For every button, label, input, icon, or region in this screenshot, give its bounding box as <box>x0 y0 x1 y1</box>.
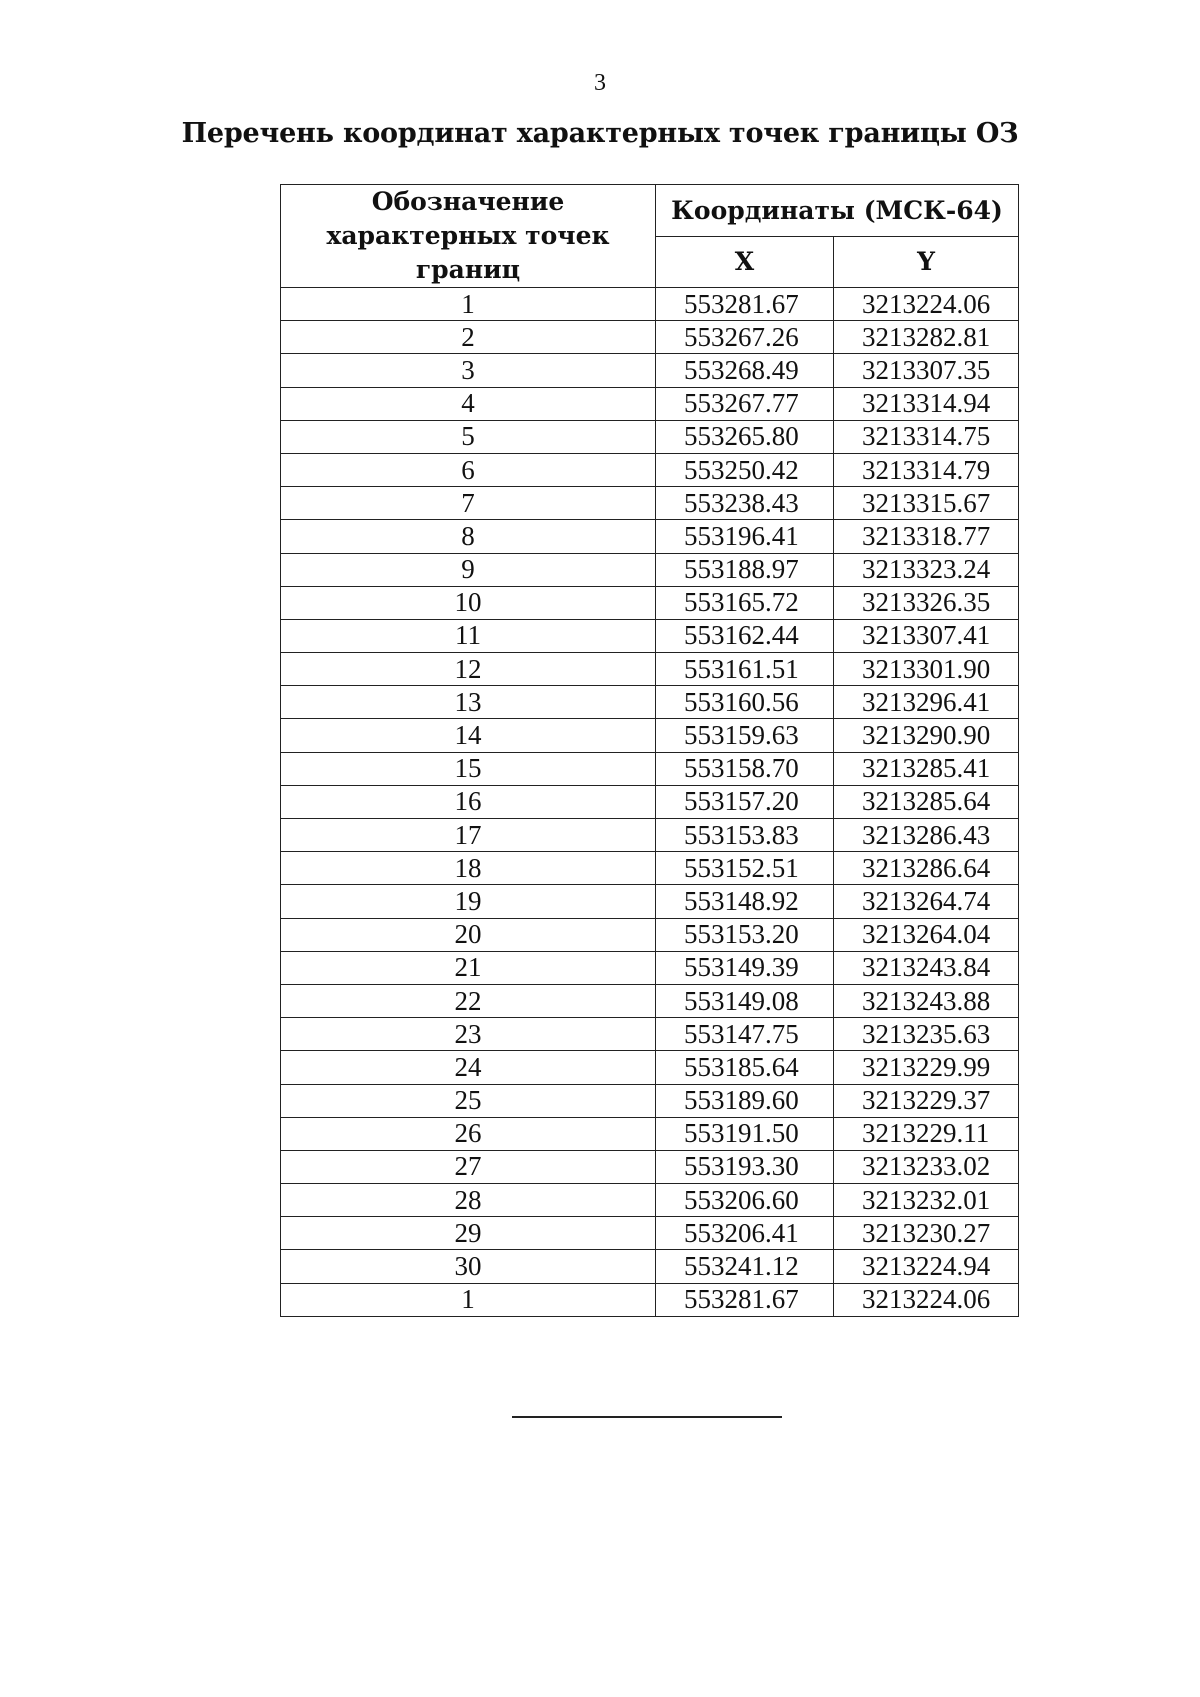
x-coordinate-cell: 553189.60 <box>656 1084 834 1117</box>
y-coordinate-cell: 3213230.27 <box>834 1217 1019 1250</box>
point-cell: 29 <box>281 1217 656 1250</box>
y-coordinate-cell: 3213315.67 <box>834 487 1019 520</box>
x-coordinate-cell: 553159.63 <box>656 719 834 752</box>
x-coordinate-cell: 553196.41 <box>656 520 834 553</box>
point-cell: 22 <box>281 984 656 1017</box>
y-coordinate-cell: 3213285.41 <box>834 752 1019 785</box>
point-cell: 25 <box>281 1084 656 1117</box>
x-coordinate-cell: 553241.12 <box>656 1250 834 1283</box>
point-cell: 26 <box>281 1117 656 1150</box>
point-cell: 16 <box>281 785 656 818</box>
point-cell: 7 <box>281 487 656 520</box>
point-cell: 3 <box>281 354 656 387</box>
y-coordinate-cell: 3213323.24 <box>834 553 1019 586</box>
table-row <box>281 752 1019 785</box>
point-cell: 28 <box>281 1184 656 1217</box>
y-coordinate-cell: 3213301.90 <box>834 653 1019 686</box>
table-row <box>281 852 1019 885</box>
table-row <box>281 885 1019 918</box>
table-row <box>281 553 1019 586</box>
y-coordinate-cell: 3213224.94 <box>834 1250 1019 1283</box>
point-cell: 23 <box>281 1018 656 1051</box>
y-coordinate-cell: 3213326.35 <box>834 586 1019 619</box>
y-coordinate-cell: 3213286.64 <box>834 852 1019 885</box>
point-cell: 15 <box>281 752 656 785</box>
x-coordinate-cell: 553185.64 <box>656 1051 834 1084</box>
point-cell: 21 <box>281 951 656 984</box>
y-coordinate-cell: 3213314.94 <box>834 387 1019 420</box>
table-row <box>281 619 1019 652</box>
point-cell: 2 <box>281 321 656 354</box>
y-coordinate-cell: 3213318.77 <box>834 520 1019 553</box>
table-row <box>281 387 1019 420</box>
table-row <box>281 354 1019 387</box>
y-coordinate-cell: 3213229.11 <box>834 1117 1019 1150</box>
table-row <box>281 487 1019 520</box>
x-coordinate-cell: 553188.97 <box>656 553 834 586</box>
x-coordinate-cell: 553161.51 <box>656 653 834 686</box>
x-coordinate-cell: 553267.77 <box>656 387 834 420</box>
point-cell: 6 <box>281 453 656 486</box>
y-coordinate-cell: 3213307.41 <box>834 619 1019 652</box>
point-cell: 30 <box>281 1250 656 1283</box>
point-cell: 9 <box>281 553 656 586</box>
y-coordinate-cell: 3213243.84 <box>834 951 1019 984</box>
x-coordinate-cell: 553281.67 <box>656 1283 834 1316</box>
table-row <box>281 951 1019 984</box>
point-cell: 1 <box>281 1283 656 1316</box>
footer-divider <box>512 1416 782 1418</box>
table-row <box>281 1250 1019 1283</box>
table-row <box>281 653 1019 686</box>
x-coordinate-cell: 553158.70 <box>656 752 834 785</box>
header-point-designation: Обозначение характерных точек границ <box>281 185 656 288</box>
point-cell: 1 <box>281 288 656 321</box>
point-cell: 4 <box>281 387 656 420</box>
x-coordinate-cell: 553250.42 <box>656 453 834 486</box>
y-coordinate-cell: 3213224.06 <box>834 288 1019 321</box>
point-cell: 13 <box>281 686 656 719</box>
y-coordinate-cell: 3213243.88 <box>834 984 1019 1017</box>
y-coordinate-cell: 3213233.02 <box>834 1150 1019 1183</box>
coordinates-table-header <box>281 185 1019 288</box>
x-coordinate-cell: 553206.60 <box>656 1184 834 1217</box>
x-coordinate-cell: 553152.51 <box>656 852 834 885</box>
table-row <box>281 686 1019 719</box>
y-coordinate-cell: 3213285.64 <box>834 785 1019 818</box>
y-coordinate-cell: 3213307.35 <box>834 354 1019 387</box>
table-row <box>281 321 1019 354</box>
table-row <box>281 918 1019 951</box>
y-coordinate-cell: 3213229.99 <box>834 1051 1019 1084</box>
table-row <box>281 420 1019 453</box>
table-row <box>281 1150 1019 1183</box>
y-coordinate-cell: 3213264.74 <box>834 885 1019 918</box>
x-coordinate-cell: 553265.80 <box>656 420 834 453</box>
x-coordinate-cell: 553162.44 <box>656 619 834 652</box>
y-coordinate-cell: 3213314.79 <box>834 453 1019 486</box>
y-coordinate-cell: 3213235.63 <box>834 1018 1019 1051</box>
x-coordinate-cell: 553268.49 <box>656 354 834 387</box>
point-cell: 8 <box>281 520 656 553</box>
y-coordinate-cell: 3213296.41 <box>834 686 1019 719</box>
point-cell: 14 <box>281 719 656 752</box>
y-coordinate-cell: 3213229.37 <box>834 1084 1019 1117</box>
table-row <box>281 453 1019 486</box>
table-row <box>281 1117 1019 1150</box>
table-row <box>281 819 1019 852</box>
point-cell: 27 <box>281 1150 656 1183</box>
x-coordinate-cell: 553165.72 <box>656 586 834 619</box>
point-cell: 12 <box>281 653 656 686</box>
x-coordinate-cell: 553153.83 <box>656 819 834 852</box>
document-title: Перечень координат характерных точек границы ОЗ <box>181 118 1019 149</box>
table-row <box>281 1084 1019 1117</box>
table-row <box>281 1018 1019 1051</box>
point-cell: 5 <box>281 420 656 453</box>
point-cell: 20 <box>281 918 656 951</box>
x-coordinate-cell: 553149.08 <box>656 984 834 1017</box>
table-row <box>281 288 1019 321</box>
point-cell: 19 <box>281 885 656 918</box>
table-row <box>281 1283 1019 1316</box>
x-coordinate-cell: 553193.30 <box>656 1150 834 1183</box>
x-coordinate-cell: 553157.20 <box>656 785 834 818</box>
x-coordinate-cell: 553153.20 <box>656 918 834 951</box>
table-row <box>281 719 1019 752</box>
coordinates-table <box>280 184 1019 1317</box>
table-row <box>281 520 1019 553</box>
point-cell: 24 <box>281 1051 656 1084</box>
point-cell: 18 <box>281 852 656 885</box>
x-coordinate-cell: 553147.75 <box>656 1018 834 1051</box>
x-coordinate-cell: 553148.92 <box>656 885 834 918</box>
x-coordinate-cell: 553191.50 <box>656 1117 834 1150</box>
point-cell: 10 <box>281 586 656 619</box>
y-coordinate-cell: 3213286.43 <box>834 819 1019 852</box>
table-row <box>281 984 1019 1017</box>
y-coordinate-cell: 3213290.90 <box>834 719 1019 752</box>
y-coordinate-cell: 3213224.06 <box>834 1283 1019 1316</box>
table-row <box>281 586 1019 619</box>
table-row <box>281 1051 1019 1084</box>
table-row <box>281 1217 1019 1250</box>
x-coordinate-cell: 553149.39 <box>656 951 834 984</box>
page-number: 3 <box>594 70 606 96</box>
y-coordinate-cell: 3213314.75 <box>834 420 1019 453</box>
y-coordinate-cell: 3213232.01 <box>834 1184 1019 1217</box>
x-coordinate-cell: 553206.41 <box>656 1217 834 1250</box>
point-cell: 17 <box>281 819 656 852</box>
x-coordinate-cell: 553281.67 <box>656 288 834 321</box>
header-x: X <box>656 236 834 288</box>
x-coordinate-cell: 553160.56 <box>656 686 834 719</box>
header-y: Y <box>834 236 1019 288</box>
x-coordinate-cell: 553267.26 <box>656 321 834 354</box>
header-coordinates: Координаты (МСК-64) <box>656 185 1019 237</box>
coordinates-table-body <box>281 288 1019 1317</box>
table-row <box>281 785 1019 818</box>
point-cell: 11 <box>281 619 656 652</box>
y-coordinate-cell: 3213264.04 <box>834 918 1019 951</box>
y-coordinate-cell: 3213282.81 <box>834 321 1019 354</box>
table-row <box>281 1184 1019 1217</box>
x-coordinate-cell: 553238.43 <box>656 487 834 520</box>
